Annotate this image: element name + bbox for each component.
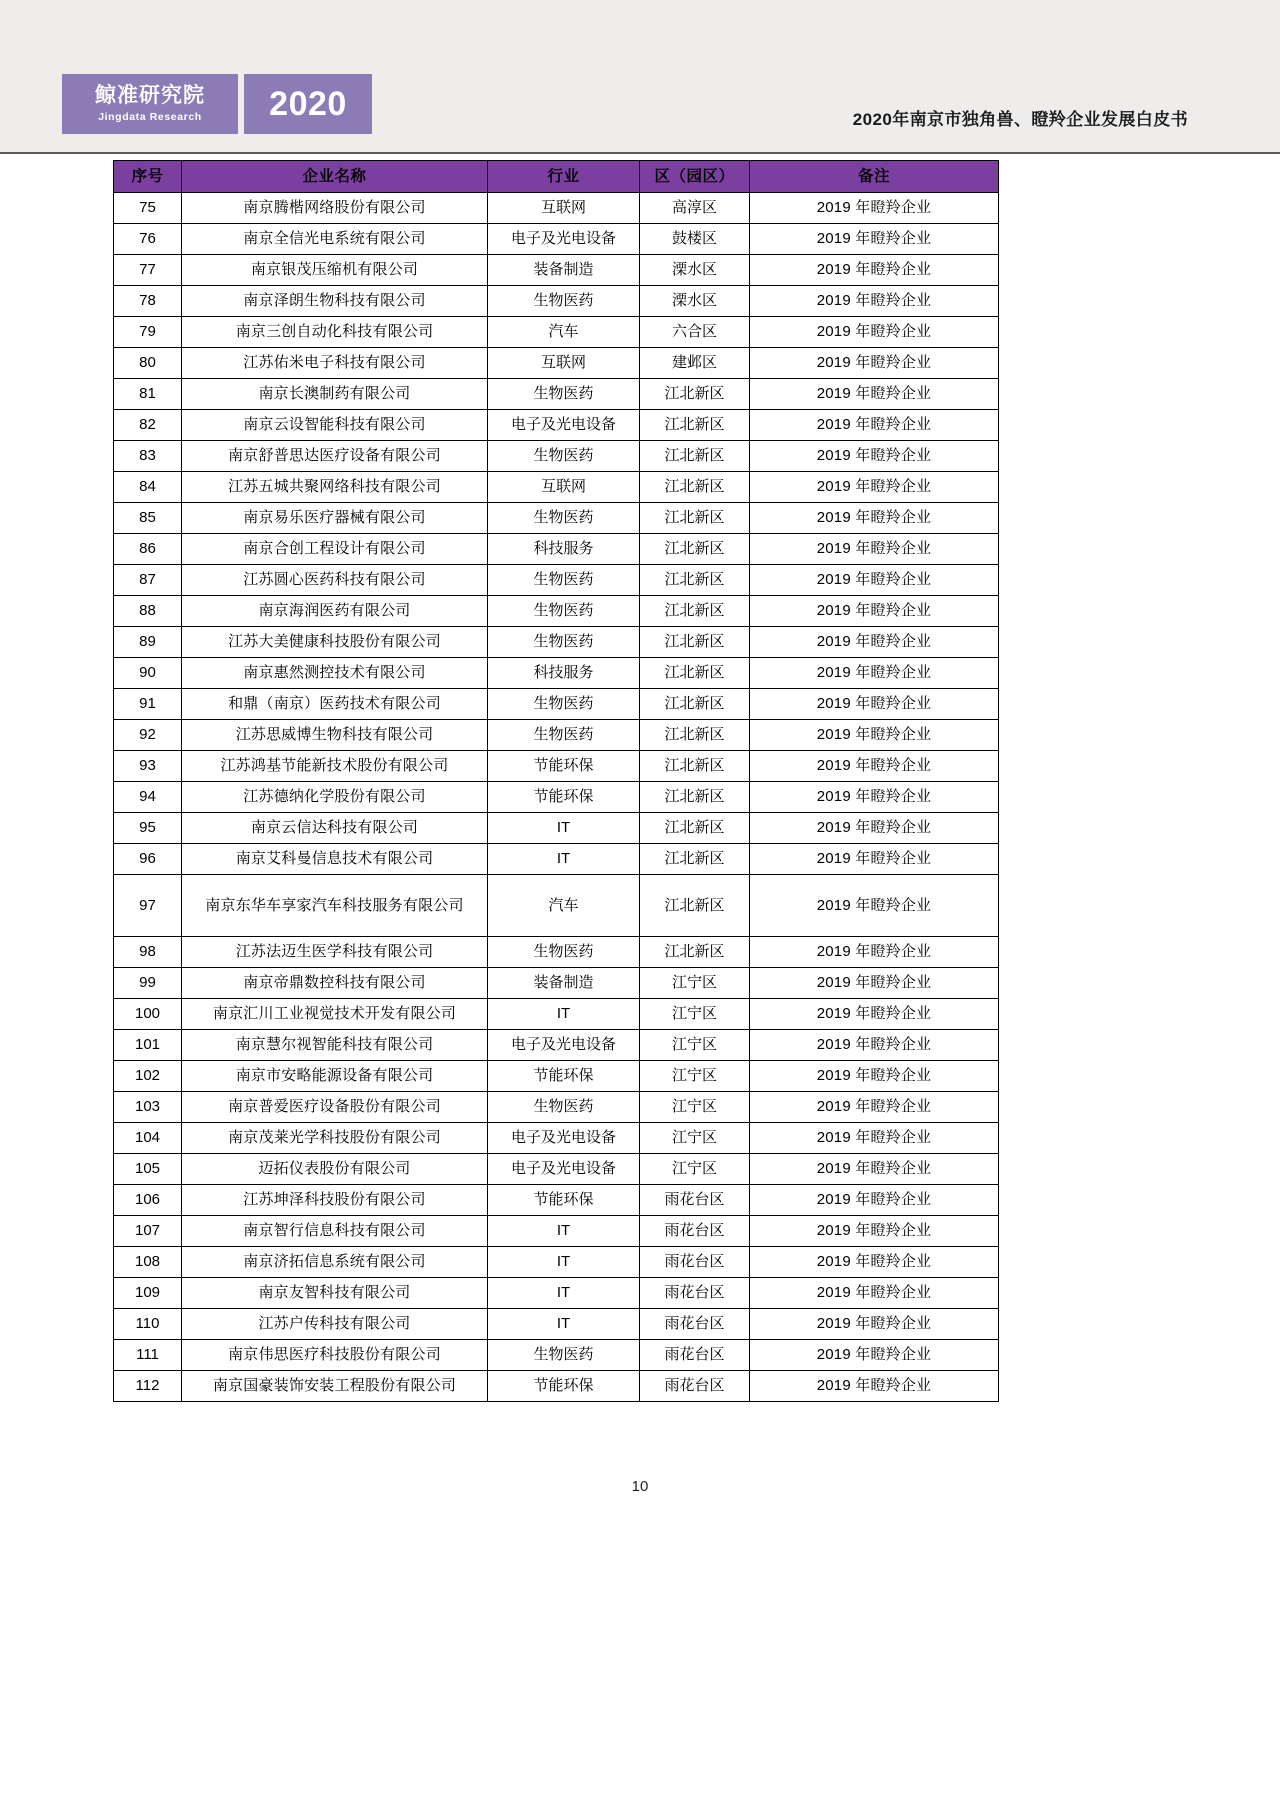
cell-note: 2019 年瞪羚企业 bbox=[750, 1216, 999, 1247]
cell-note: 2019 年瞪羚企业 bbox=[750, 441, 999, 472]
cell-district: 江北新区 bbox=[640, 937, 750, 968]
cell-no: 86 bbox=[114, 534, 182, 565]
cell-industry: 节能环保 bbox=[488, 1371, 640, 1402]
cell-no: 104 bbox=[114, 1123, 182, 1154]
cell-name: 江苏五城共聚网络科技有限公司 bbox=[182, 472, 488, 503]
cell-note: 2019 年瞪羚企业 bbox=[750, 658, 999, 689]
cell-note: 2019 年瞪羚企业 bbox=[750, 379, 999, 410]
table-row bbox=[114, 255, 999, 286]
cell-no: 91 bbox=[114, 689, 182, 720]
cell-industry: 互联网 bbox=[488, 193, 640, 224]
cell-no: 107 bbox=[114, 1216, 182, 1247]
table-row bbox=[114, 565, 999, 596]
table-header-row bbox=[114, 161, 999, 193]
report-year-badge bbox=[244, 74, 372, 134]
cell-industry: IT bbox=[488, 1216, 640, 1247]
cell-note: 2019 年瞪羚企业 bbox=[750, 720, 999, 751]
cell-industry: 生物医药 bbox=[488, 937, 640, 968]
cell-district: 江北新区 bbox=[640, 441, 750, 472]
cell-district: 建邺区 bbox=[640, 348, 750, 379]
cell-district: 江北新区 bbox=[640, 689, 750, 720]
cell-industry: 生物医药 bbox=[488, 720, 640, 751]
cell-no: 75 bbox=[114, 193, 182, 224]
cell-name: 和鼎（南京）医药技术有限公司 bbox=[182, 689, 488, 720]
cell-note: 2019 年瞪羚企业 bbox=[750, 286, 999, 317]
cell-industry: 生物医药 bbox=[488, 565, 640, 596]
table-row bbox=[114, 782, 999, 813]
cell-industry: 互联网 bbox=[488, 472, 640, 503]
cell-note: 2019 年瞪羚企业 bbox=[750, 1185, 999, 1216]
cell-district: 江北新区 bbox=[640, 751, 750, 782]
cell-no: 90 bbox=[114, 658, 182, 689]
table-row bbox=[114, 224, 999, 255]
cell-note: 2019 年瞪羚企业 bbox=[750, 193, 999, 224]
cell-name: 南京合创工程设计有限公司 bbox=[182, 534, 488, 565]
table-row bbox=[114, 844, 999, 875]
cell-note: 2019 年瞪羚企业 bbox=[750, 1061, 999, 1092]
cell-industry: IT bbox=[488, 1278, 640, 1309]
cell-note: 2019 年瞪羚企业 bbox=[750, 1030, 999, 1061]
column-header-name: 企业名称 bbox=[182, 161, 488, 193]
cell-industry: 装备制造 bbox=[488, 968, 640, 999]
cell-name: 南京云信达科技有限公司 bbox=[182, 813, 488, 844]
cell-no: 103 bbox=[114, 1092, 182, 1123]
table-row bbox=[114, 1154, 999, 1185]
company-table-container bbox=[113, 160, 998, 1402]
cell-note: 2019 年瞪羚企业 bbox=[750, 596, 999, 627]
table-row bbox=[114, 875, 999, 937]
cell-industry: 生物医药 bbox=[488, 627, 640, 658]
cell-no: 112 bbox=[114, 1371, 182, 1402]
table-row bbox=[114, 1309, 999, 1340]
cell-industry: 生物医药 bbox=[488, 441, 640, 472]
cell-district: 江北新区 bbox=[640, 596, 750, 627]
cell-no: 80 bbox=[114, 348, 182, 379]
table-row bbox=[114, 348, 999, 379]
cell-no: 81 bbox=[114, 379, 182, 410]
cell-district: 溧水区 bbox=[640, 286, 750, 317]
table-row bbox=[114, 1371, 999, 1402]
table-row bbox=[114, 286, 999, 317]
cell-note: 2019 年瞪羚企业 bbox=[750, 224, 999, 255]
cell-note: 2019 年瞪羚企业 bbox=[750, 751, 999, 782]
cell-note: 2019 年瞪羚企业 bbox=[750, 689, 999, 720]
table-row bbox=[114, 937, 999, 968]
cell-name: 迈拓仪表股份有限公司 bbox=[182, 1154, 488, 1185]
cell-district: 江北新区 bbox=[640, 534, 750, 565]
cell-name: 江苏佑米电子科技有限公司 bbox=[182, 348, 488, 379]
cell-industry: IT bbox=[488, 813, 640, 844]
table-row bbox=[114, 472, 999, 503]
cell-name: 南京普爱医疗设备股份有限公司 bbox=[182, 1092, 488, 1123]
cell-no: 106 bbox=[114, 1185, 182, 1216]
cell-district: 江北新区 bbox=[640, 813, 750, 844]
table-row bbox=[114, 658, 999, 689]
cell-note: 2019 年瞪羚企业 bbox=[750, 1123, 999, 1154]
cell-name: 南京泽朗生物科技有限公司 bbox=[182, 286, 488, 317]
cell-industry: IT bbox=[488, 999, 640, 1030]
cell-industry: 节能环保 bbox=[488, 751, 640, 782]
cell-industry: 生物医药 bbox=[488, 689, 640, 720]
cell-name: 江苏思威博生物科技有限公司 bbox=[182, 720, 488, 751]
cell-note: 2019 年瞪羚企业 bbox=[750, 534, 999, 565]
table-row bbox=[114, 1185, 999, 1216]
cell-no: 97 bbox=[114, 875, 182, 937]
table-row bbox=[114, 813, 999, 844]
cell-district: 雨花台区 bbox=[640, 1216, 750, 1247]
cell-no: 82 bbox=[114, 410, 182, 441]
cell-industry: IT bbox=[488, 1247, 640, 1278]
cell-name: 江苏大美健康科技股份有限公司 bbox=[182, 627, 488, 658]
cell-industry: 生物医药 bbox=[488, 596, 640, 627]
cell-note: 2019 年瞪羚企业 bbox=[750, 472, 999, 503]
cell-name: 南京智行信息科技有限公司 bbox=[182, 1216, 488, 1247]
cell-industry: 汽车 bbox=[488, 317, 640, 348]
table-row bbox=[114, 999, 999, 1030]
cell-industry: 电子及光电设备 bbox=[488, 224, 640, 255]
column-header-district: 区（园区） bbox=[640, 161, 750, 193]
table-row bbox=[114, 503, 999, 534]
cell-name: 江苏德纳化学股份有限公司 bbox=[182, 782, 488, 813]
cell-no: 101 bbox=[114, 1030, 182, 1061]
cell-name: 南京腾楷网络股份有限公司 bbox=[182, 193, 488, 224]
cell-no: 102 bbox=[114, 1061, 182, 1092]
cell-name: 南京国豪装饰安装工程股份有限公司 bbox=[182, 1371, 488, 1402]
cell-name: 江苏坤泽科技股份有限公司 bbox=[182, 1185, 488, 1216]
cell-no: 99 bbox=[114, 968, 182, 999]
cell-district: 雨花台区 bbox=[640, 1278, 750, 1309]
cell-name: 南京东华车享家汽车科技服务有限公司 bbox=[182, 875, 488, 937]
cell-district: 雨花台区 bbox=[640, 1185, 750, 1216]
report-year: 2020 bbox=[269, 85, 347, 123]
cell-name: 南京长澳制药有限公司 bbox=[182, 379, 488, 410]
table-row bbox=[114, 689, 999, 720]
cell-no: 111 bbox=[114, 1340, 182, 1371]
cell-industry: 装备制造 bbox=[488, 255, 640, 286]
cell-district: 江宁区 bbox=[640, 1092, 750, 1123]
cell-industry: 电子及光电设备 bbox=[488, 1030, 640, 1061]
cell-name: 南京云设智能科技有限公司 bbox=[182, 410, 488, 441]
cell-note: 2019 年瞪羚企业 bbox=[750, 410, 999, 441]
cell-district: 六合区 bbox=[640, 317, 750, 348]
cell-industry: 互联网 bbox=[488, 348, 640, 379]
cell-note: 2019 年瞪羚企业 bbox=[750, 999, 999, 1030]
cell-industry: 生物医药 bbox=[488, 503, 640, 534]
cell-name: 南京济拓信息系统有限公司 bbox=[182, 1247, 488, 1278]
table-row bbox=[114, 317, 999, 348]
cell-note: 2019 年瞪羚企业 bbox=[750, 627, 999, 658]
cell-note: 2019 年瞪羚企业 bbox=[750, 565, 999, 596]
cell-note: 2019 年瞪羚企业 bbox=[750, 813, 999, 844]
running-header bbox=[0, 0, 1280, 152]
table-row bbox=[114, 1030, 999, 1061]
cell-name: 江苏户传科技有限公司 bbox=[182, 1309, 488, 1340]
publisher-logo bbox=[62, 74, 238, 134]
header-content bbox=[62, 74, 1218, 134]
table-row bbox=[114, 1340, 999, 1371]
cell-name: 南京三创自动化科技有限公司 bbox=[182, 317, 488, 348]
table-row bbox=[114, 968, 999, 999]
cell-industry: 生物医药 bbox=[488, 1340, 640, 1371]
cell-no: 105 bbox=[114, 1154, 182, 1185]
cell-district: 江宁区 bbox=[640, 1123, 750, 1154]
header-title-area bbox=[372, 74, 1218, 134]
cell-name: 南京茂莱光学科技股份有限公司 bbox=[182, 1123, 488, 1154]
cell-name: 南京银茂压缩机有限公司 bbox=[182, 255, 488, 286]
cell-industry: 节能环保 bbox=[488, 1185, 640, 1216]
cell-no: 94 bbox=[114, 782, 182, 813]
cell-note: 2019 年瞪羚企业 bbox=[750, 1371, 999, 1402]
cell-no: 78 bbox=[114, 286, 182, 317]
publisher-name-cn: 鲸准研究院 bbox=[95, 84, 205, 108]
cell-note: 2019 年瞪羚企业 bbox=[750, 255, 999, 286]
cell-district: 江北新区 bbox=[640, 627, 750, 658]
cell-district: 江北新区 bbox=[640, 565, 750, 596]
cell-no: 93 bbox=[114, 751, 182, 782]
cell-note: 2019 年瞪羚企业 bbox=[750, 1154, 999, 1185]
table-row bbox=[114, 441, 999, 472]
cell-no: 110 bbox=[114, 1309, 182, 1340]
cell-industry: 生物医药 bbox=[488, 379, 640, 410]
cell-district: 江北新区 bbox=[640, 875, 750, 937]
cell-no: 100 bbox=[114, 999, 182, 1030]
table-row bbox=[114, 1061, 999, 1092]
cell-district: 江宁区 bbox=[640, 1061, 750, 1092]
cell-district: 江宁区 bbox=[640, 999, 750, 1030]
cell-name: 南京市安略能源设备有限公司 bbox=[182, 1061, 488, 1092]
cell-name: 江苏圆心医药科技有限公司 bbox=[182, 565, 488, 596]
cell-industry: 科技服务 bbox=[488, 534, 640, 565]
cell-no: 76 bbox=[114, 224, 182, 255]
header-divider bbox=[0, 152, 1280, 154]
cell-name: 南京慧尔视智能科技有限公司 bbox=[182, 1030, 488, 1061]
publisher-name-en: Jingdata Research bbox=[98, 111, 202, 124]
table-body bbox=[114, 193, 999, 1402]
cell-industry: 生物医药 bbox=[488, 1092, 640, 1123]
cell-district: 雨花台区 bbox=[640, 1309, 750, 1340]
cell-no: 108 bbox=[114, 1247, 182, 1278]
cell-note: 2019 年瞪羚企业 bbox=[750, 875, 999, 937]
cell-no: 88 bbox=[114, 596, 182, 627]
cell-note: 2019 年瞪羚企业 bbox=[750, 503, 999, 534]
cell-industry: 科技服务 bbox=[488, 658, 640, 689]
cell-industry: 节能环保 bbox=[488, 782, 640, 813]
table-row bbox=[114, 751, 999, 782]
cell-no: 85 bbox=[114, 503, 182, 534]
table-row bbox=[114, 627, 999, 658]
cell-district: 江北新区 bbox=[640, 782, 750, 813]
cell-district: 江北新区 bbox=[640, 658, 750, 689]
column-header-note: 备注 bbox=[750, 161, 999, 193]
cell-district: 高淳区 bbox=[640, 193, 750, 224]
cell-industry: IT bbox=[488, 844, 640, 875]
cell-district: 江宁区 bbox=[640, 1030, 750, 1061]
cell-no: 84 bbox=[114, 472, 182, 503]
cell-no: 77 bbox=[114, 255, 182, 286]
cell-name: 江苏法迈生医学科技有限公司 bbox=[182, 937, 488, 968]
cell-note: 2019 年瞪羚企业 bbox=[750, 1340, 999, 1371]
table-row bbox=[114, 1216, 999, 1247]
cell-no: 83 bbox=[114, 441, 182, 472]
cell-industry: 电子及光电设备 bbox=[488, 1154, 640, 1185]
cell-district: 江北新区 bbox=[640, 410, 750, 441]
cell-name: 南京海润医药有限公司 bbox=[182, 596, 488, 627]
page-number: 10 bbox=[631, 1478, 649, 1495]
cell-no: 87 bbox=[114, 565, 182, 596]
column-header-industry: 行业 bbox=[488, 161, 640, 193]
cell-industry: 汽车 bbox=[488, 875, 640, 937]
table-row bbox=[114, 1278, 999, 1309]
cell-district: 雨花台区 bbox=[640, 1247, 750, 1278]
cell-name: 南京帝鼎数控科技有限公司 bbox=[182, 968, 488, 999]
cell-name: 江苏鸿基节能新技术股份有限公司 bbox=[182, 751, 488, 782]
cell-industry: 电子及光电设备 bbox=[488, 410, 640, 441]
cell-district: 江北新区 bbox=[640, 472, 750, 503]
cell-district: 雨花台区 bbox=[640, 1340, 750, 1371]
table-row bbox=[114, 410, 999, 441]
cell-note: 2019 年瞪羚企业 bbox=[750, 782, 999, 813]
cell-no: 89 bbox=[114, 627, 182, 658]
table-row bbox=[114, 596, 999, 627]
cell-district: 江北新区 bbox=[640, 503, 750, 534]
cell-note: 2019 年瞪羚企业 bbox=[750, 1278, 999, 1309]
cell-no: 79 bbox=[114, 317, 182, 348]
cell-note: 2019 年瞪羚企业 bbox=[750, 1092, 999, 1123]
cell-note: 2019 年瞪羚企业 bbox=[750, 1309, 999, 1340]
table-header bbox=[114, 161, 999, 193]
document-title: 2020年南京市独角兽、瞪羚企业发展白皮书 bbox=[852, 110, 1188, 129]
cell-note: 2019 年瞪羚企业 bbox=[750, 348, 999, 379]
cell-district: 江宁区 bbox=[640, 968, 750, 999]
cell-name: 南京汇川工业视觉技术开发有限公司 bbox=[182, 999, 488, 1030]
cell-note: 2019 年瞪羚企业 bbox=[750, 317, 999, 348]
table-row bbox=[114, 193, 999, 224]
cell-district: 江北新区 bbox=[640, 720, 750, 751]
cell-no: 109 bbox=[114, 1278, 182, 1309]
table-row bbox=[114, 1247, 999, 1278]
table-row bbox=[114, 1123, 999, 1154]
cell-district: 江北新区 bbox=[640, 379, 750, 410]
cell-note: 2019 年瞪羚企业 bbox=[750, 968, 999, 999]
cell-no: 98 bbox=[114, 937, 182, 968]
cell-industry: 节能环保 bbox=[488, 1061, 640, 1092]
cell-district: 鼓楼区 bbox=[640, 224, 750, 255]
cell-no: 96 bbox=[114, 844, 182, 875]
table-row bbox=[114, 720, 999, 751]
cell-no: 95 bbox=[114, 813, 182, 844]
cell-note: 2019 年瞪羚企业 bbox=[750, 1247, 999, 1278]
cell-note: 2019 年瞪羚企业 bbox=[750, 937, 999, 968]
cell-name: 南京伟思医疗科技股份有限公司 bbox=[182, 1340, 488, 1371]
cell-district: 溧水区 bbox=[640, 255, 750, 286]
cell-no: 92 bbox=[114, 720, 182, 751]
column-header-no: 序号 bbox=[114, 161, 182, 193]
cell-name: 南京惠然测控技术有限公司 bbox=[182, 658, 488, 689]
cell-industry: 电子及光电设备 bbox=[488, 1123, 640, 1154]
table-row bbox=[114, 379, 999, 410]
table-row bbox=[114, 1092, 999, 1123]
cell-industry: IT bbox=[488, 1309, 640, 1340]
cell-district: 雨花台区 bbox=[640, 1371, 750, 1402]
cell-industry: 生物医药 bbox=[488, 286, 640, 317]
cell-name: 南京友智科技有限公司 bbox=[182, 1278, 488, 1309]
cell-district: 江北新区 bbox=[640, 844, 750, 875]
cell-name: 南京易乐医疗器械有限公司 bbox=[182, 503, 488, 534]
cell-note: 2019 年瞪羚企业 bbox=[750, 844, 999, 875]
cell-name: 南京全信光电系统有限公司 bbox=[182, 224, 488, 255]
table-row bbox=[114, 534, 999, 565]
cell-name: 南京艾科曼信息技术有限公司 bbox=[182, 844, 488, 875]
cell-name: 南京舒普思达医疗设备有限公司 bbox=[182, 441, 488, 472]
company-table bbox=[113, 160, 999, 1402]
cell-district: 江宁区 bbox=[640, 1154, 750, 1185]
